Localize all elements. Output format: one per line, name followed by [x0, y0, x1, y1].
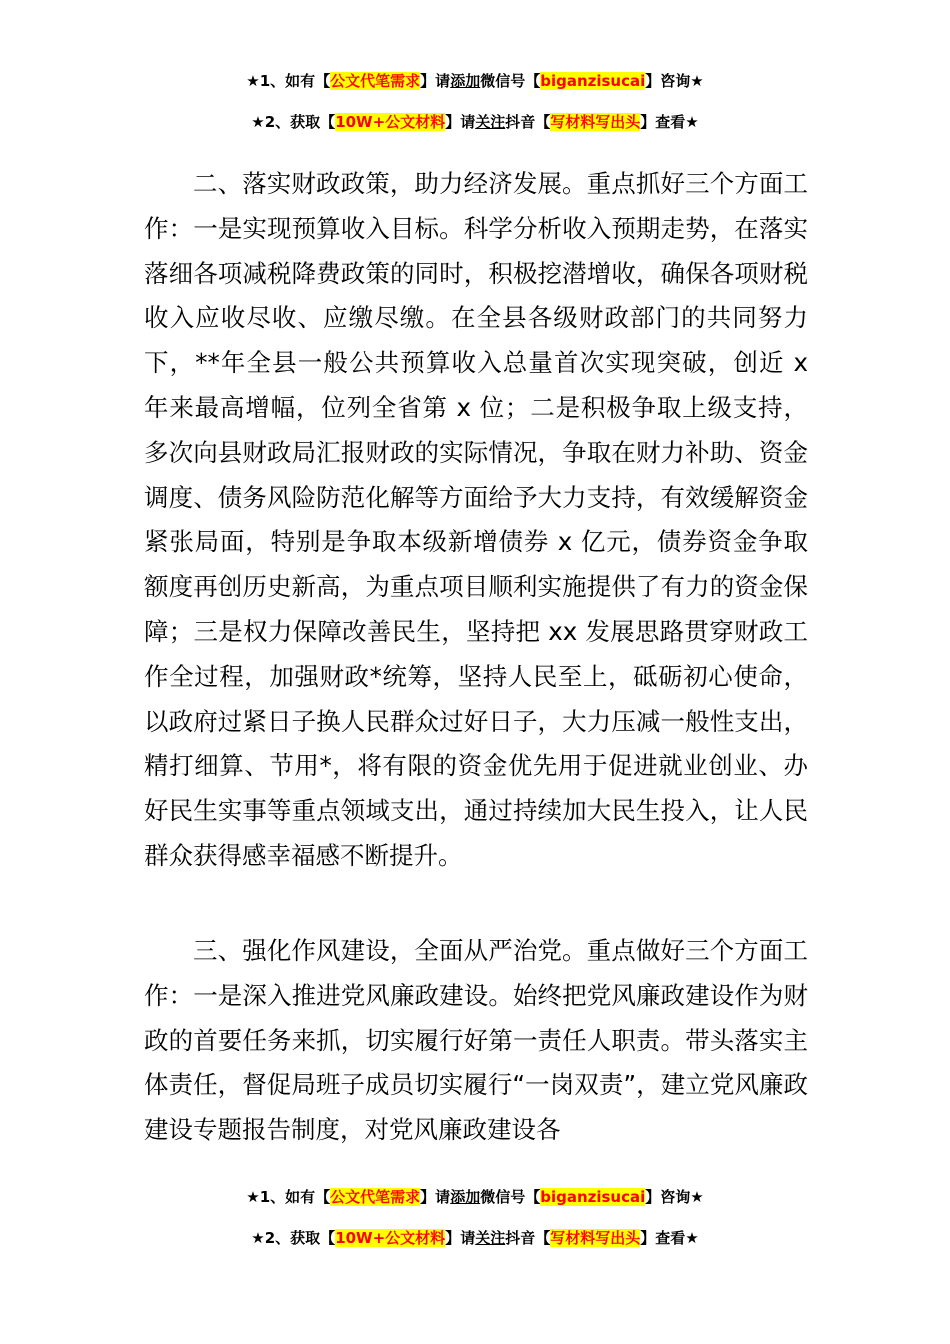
footer-promo-line-1: [0, 1186, 950, 1208]
promo-action: 关注: [475, 113, 506, 131]
promo-text: 】请: [445, 1229, 476, 1247]
paragraph-section-3: 三、强化作风建设，全面从严治党。重点做好三个方面工作：一是深入推进党风廉政建设。始终把党风廉政建设作为财政的首要任务来抓，切实履行好第一责任人职责。带头落实主体责任，督促局班子成员切实履行“一岗双责”，建立党风廉政建设专题报告制度，对党风廉政建设各: [144, 936, 808, 1145]
promo-action: 添加: [450, 1188, 481, 1206]
promo-text: 抖音【: [505, 1229, 551, 1247]
douyin-id-highlight: 写材料写出头: [550, 1229, 641, 1247]
paragraph-section-2: 二、落实财政政策，助力经济发展。重点抓好三个方面工作：一是实现预算收入目标。科学分析收入预期走势，在落实落细各项减税降费政策的同时，积极挖潜增收，确保各项财税收入应收尽收、应缴尽缴。在全县各级财政部门的共同努力下，**年全县一般公共预算收入总量首次实现突破，创近 x 年来最高增幅，位列全省第 x 位；二是积极争取上级支持，多次向县财政局汇报财政的实际情况，争取在财力补助、资金调度、债务风险防范化解等方面给予大力支持，有效缓解资金紧张局面，特别是争取本级新增债券 x 亿元，债券资金争取额度再创历史新高，为重点项目顺利实施提供了有力的资金保障；三是权力保障改善民生，坚持把 xx 发展思路贯穿财政工作全过程，加强财政*统筹，坚持人民至上，砥砺初心使命，以政府过紧日子换人民群众过好日子，大力压减一般性支出，精打细算、节用*，将有限的资金优先用于促进就业创业、办好民生实事等重点领域支出，通过持续加大民生投入，让人民群众获得感幸福感不断提升。: [144, 169, 808, 870]
materials-highlight: 10W+公文材料: [335, 113, 446, 131]
promo-text: 】查看★: [640, 113, 699, 131]
promo-text: 】查看★: [640, 1229, 699, 1247]
douyin-id-highlight: 写材料写出头: [550, 113, 641, 131]
document-body: [144, 162, 808, 879]
document-body-continued: [144, 929, 808, 1153]
promo-text: 微信号【: [480, 72, 541, 90]
promo-text: 】咨询★: [645, 72, 704, 90]
wechat-id-highlight: biganzisucai: [540, 72, 646, 90]
header-promo-line-1: [0, 70, 950, 92]
service-highlight: 公文代笔需求: [330, 72, 421, 90]
promo-text: 微信号【: [480, 1188, 541, 1206]
promo-action: 关注: [475, 1229, 506, 1247]
footer-promo-line-2: [0, 1227, 950, 1249]
service-highlight: 公文代笔需求: [330, 1188, 421, 1206]
promo-text: ★1、如有【: [246, 72, 331, 90]
promo-text: ★2、获取【: [251, 1229, 336, 1247]
promo-text: 】请: [420, 72, 451, 90]
promo-text: 抖音【: [505, 113, 551, 131]
wechat-id-highlight: biganzisucai: [540, 1188, 646, 1206]
promo-text: 】请: [445, 113, 476, 131]
promo-text: ★2、获取【: [251, 113, 336, 131]
promo-text: ★1、如有【: [246, 1188, 331, 1206]
promo-action: 添加: [450, 72, 481, 90]
promo-text: 】咨询★: [645, 1188, 704, 1206]
materials-highlight: 10W+公文材料: [335, 1229, 446, 1247]
header-promo-line-2: [0, 111, 950, 133]
promo-text: 】请: [420, 1188, 451, 1206]
